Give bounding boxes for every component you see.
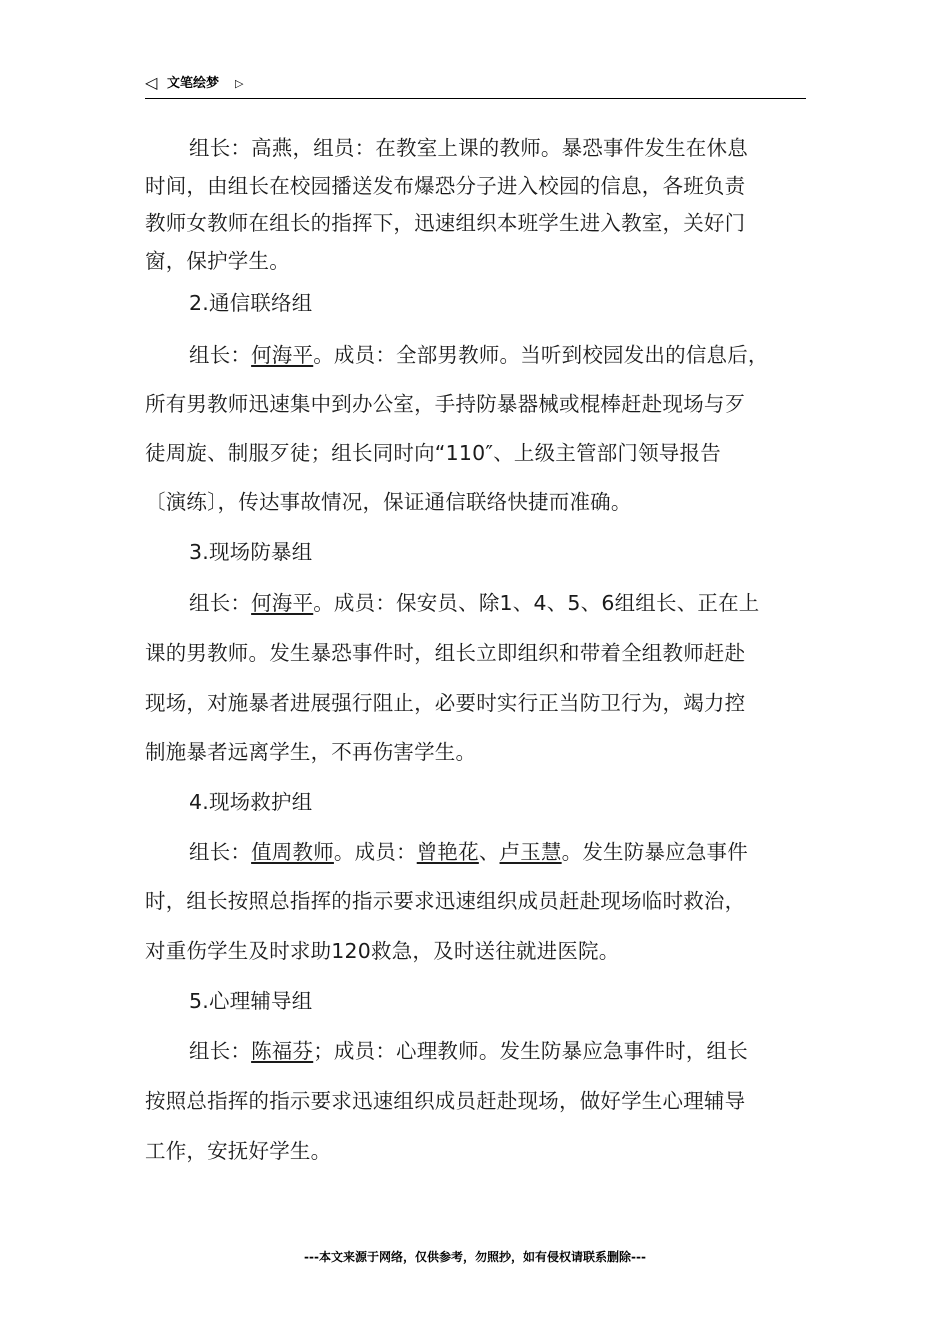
paragraph-line: 按照总指挥的指示要求迅速组织成员赶赴现场，做好学生心理辅导 [145, 1089, 746, 1113]
member-name: 卢玉慧 [499, 840, 562, 864]
paragraph-line: 制施暴者远离学生，不再伤害学生。 [145, 740, 477, 764]
paragraph-line: 徒周旋、制服歹徒；组长同时向“110″、上级主管部门领导报告 [145, 441, 721, 465]
paragraph-line: 所有男教师迅速集中到办公室，手持防暴器械或棍棒赶赴现场与歹 [145, 392, 746, 416]
paragraph-line: 组长：何海平。成员：全部男教师。当听到校园发出的信息后， [189, 343, 769, 367]
paragraph-line: 教师女教师在组长的指挥下，迅速组织本班学生进入教室，关好门 [145, 211, 746, 235]
leader-name: 陈福芬 [251, 1039, 314, 1063]
section-heading: 2.通信联络组 [189, 291, 313, 315]
page-footer: ---本文来源于网络，仅供参考，勿照抄，如有侵权请联系删除--- [304, 1250, 646, 1264]
paragraph-line: 课的男教师。发生暴恐事件时，组长立即组织和带着全组教师赶赴 [145, 641, 746, 665]
section-heading: 4.现场救护组 [189, 790, 313, 814]
leader-name: 何海平 [251, 343, 314, 367]
page-header [145, 74, 806, 99]
paragraph-line: 组长：陈福芬；成员：心理教师。发生防暴应急事件时，组长 [189, 1039, 748, 1063]
paragraph-line: 〔演练〕，传达事故情况，保证通信联络快捷而准确。 [145, 490, 632, 514]
paragraph-line: 组长：值周教师。成员：曾艳花、卢玉慧。发生防暴应急事件 [189, 840, 748, 864]
paragraph-line: 窗，保护学生。 [145, 249, 290, 273]
leader-name: 何海平 [251, 591, 314, 615]
triangle-right-icon: ▷ [235, 77, 244, 90]
triangle-left-icon: ◁ [145, 73, 158, 92]
leader-name: 值周教师 [251, 840, 334, 864]
paragraph-line: 组长：高燕，组员：在教室上课的教师。暴恐事件发生在休息 [189, 136, 748, 160]
paragraph-line: 时，组长按照总指挥的指示要求迅速组织成员赶赴现场临时救治， [145, 889, 746, 913]
paragraph-line: 组长：何海平。成员：保安员、除1、4、5、6组组长、正在上 [189, 591, 760, 615]
header-title: 文笔绘梦 [167, 76, 220, 91]
paragraph-line: 现场，对施暴者进展强行阻止，必要时实行正当防卫行为，竭力控 [145, 691, 746, 715]
section-heading: 3.现场防暴组 [189, 540, 313, 564]
paragraph-line: 时间，由组长在校园播送发布爆恐分子进入校园的信息，各班负责 [145, 174, 746, 198]
member-name: 曾艳花 [416, 840, 479, 864]
paragraph-line: 工作，安抚好学生。 [145, 1139, 332, 1163]
paragraph-line: 对重伤学生及时求助120救急，及时送往就进医院。 [145, 939, 620, 963]
section-heading: 5.心理辅导组 [189, 989, 313, 1013]
